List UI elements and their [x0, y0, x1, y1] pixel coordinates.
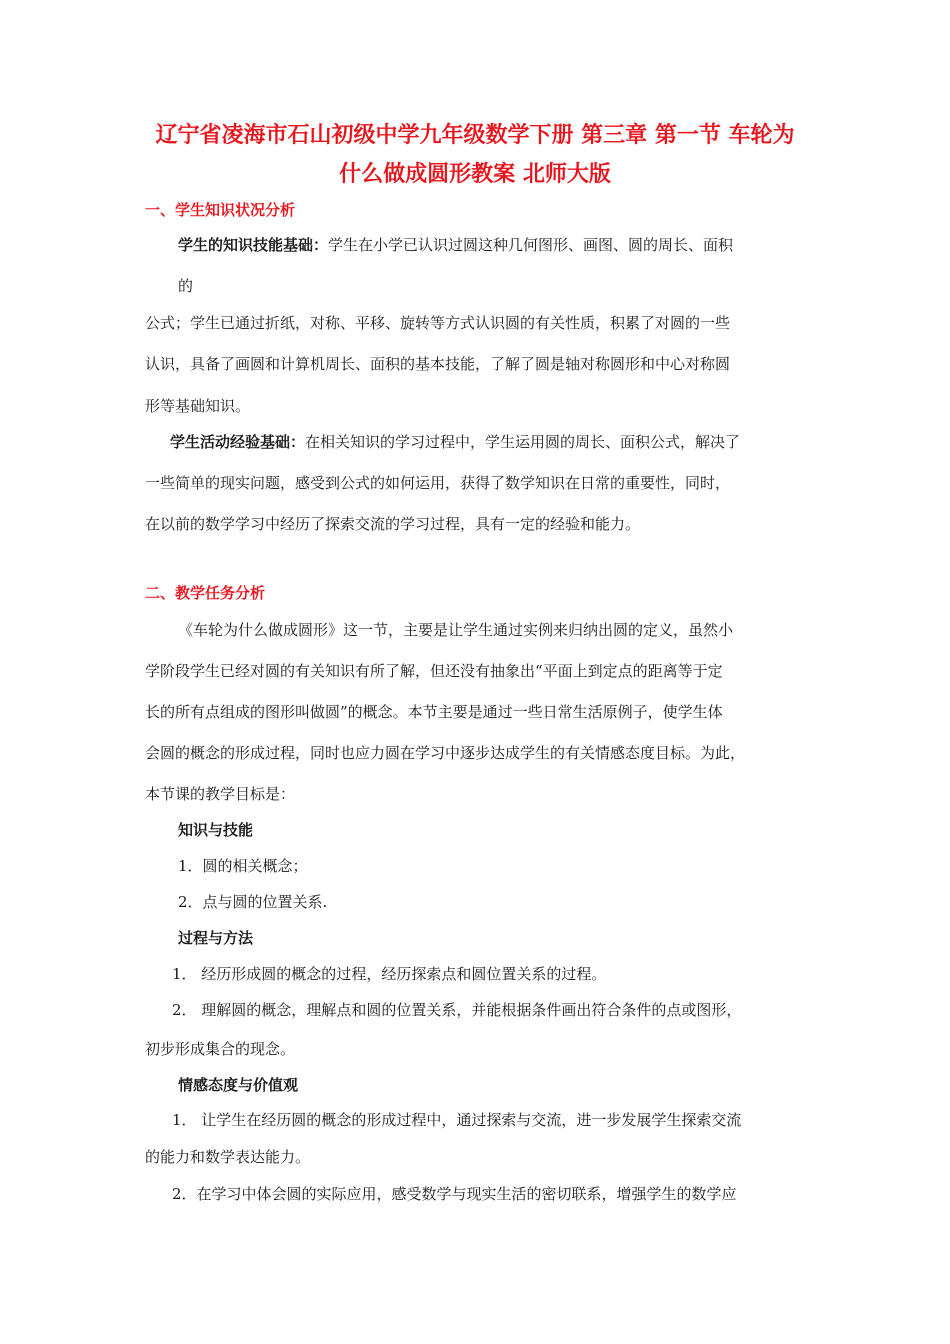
intro-line-2: 学阶段学生已经对圆的有关知识有所了解，但还没有抽象出“平面上到定点的距离等于定: [145, 662, 723, 680]
knowledge-skill-label: 学生的知识技能基础：: [178, 236, 329, 254]
emotion-item-1-line-2: 的能力和数学表达能力。: [145, 1148, 311, 1166]
activity-experience-label: 学生活动经验基础：: [170, 433, 306, 451]
paragraph-experience-line-3: 在以前的数学学习中经历了探索交流的学习过程，具有一定的经验和能力。: [145, 515, 641, 533]
intro-line-5: 本节课的教学目标是：: [145, 785, 296, 803]
process-method-heading: 过程与方法: [178, 929, 254, 947]
document-title-line-1: 辽宁省凌海市石山初级中学九年级数学下册 第三章 第一节 车轮为: [155, 123, 795, 148]
paragraph-knowledge-line-4: 认识，具备了画圆和计算机周长、面积的基本技能，了解了圆是轴对称圆形和中心对称圆: [145, 355, 731, 373]
knowledge-item-1: 1．圆的相关概念；: [178, 857, 308, 875]
process-item-1: 1． 经历形成圆的概念的过程，经历探索点和圆位置关系的过程。: [172, 965, 607, 983]
paragraph-knowledge-line-1: 学生的知识技能基础：学生在小学已认识过圆这种几何图形、画图、圆的周长、面积: [178, 236, 734, 254]
section-2-heading: 二、教学任务分析: [145, 584, 266, 602]
section-1-heading: 一、学生知识状况分析: [145, 201, 296, 219]
emotion-item-1-line-1: 1． 让学生在经历圆的概念的形成过程中，通过探索与交流，进一步发展学生探索交流: [172, 1111, 742, 1129]
paragraph-knowledge-line-3: 公式；学生已通过折纸，对称、平移、旋转等方式认识圆的有关性质，积累了对圆的一些: [145, 314, 731, 332]
paragraph-knowledge-line-5: 形等基础知识。: [145, 397, 251, 415]
intro-line-1: 《车轮为什么做成圆形》这一节，主要是让学生通过实例来归纳出圆的定义，虽然小: [178, 621, 734, 639]
paragraph-experience-line-2: 一些简单的现实问题，感受到公式的如何运用，获得了数学知识在日常的重要性，同时，: [145, 474, 731, 492]
emotion-value-heading: 情感态度与价值观: [178, 1076, 299, 1094]
emotion-item-2-line-1: 2．在学习中体会圆的实际应用，感受数学与现实生活的密切联系，增强学生的数学应: [172, 1185, 737, 1203]
intro-line-3: 长的所有点组成的图形叫做圆”的概念。本节主要是通过一些日常生活原例子，使学生体: [145, 703, 723, 721]
knowledge-item-2: 2．点与圆的位置关系.: [178, 893, 328, 911]
process-item-2-line-1: 2． 理解圆的概念，理解点和圆的位置关系，并能根据条件画出符合条件的点或图形，: [172, 1001, 742, 1019]
knowledge-skill-heading: 知识与技能: [178, 821, 254, 839]
paragraph-experience-line-1: 学生活动经验基础：在相关知识的学习过程中，学生运用圆的周长、面积公式，解决了: [170, 433, 741, 451]
document-title-line-2: 什么做成圆形教案 北师大版: [339, 162, 611, 187]
process-item-2-line-2: 初步形成集合的现念。: [145, 1040, 296, 1058]
paragraph-knowledge-line-2: 的: [178, 277, 194, 295]
intro-line-4: 会圆的概念的形成过程，同时也应力圆在学习中逐步达成学生的有关情感态度目标。为此，: [145, 744, 746, 762]
